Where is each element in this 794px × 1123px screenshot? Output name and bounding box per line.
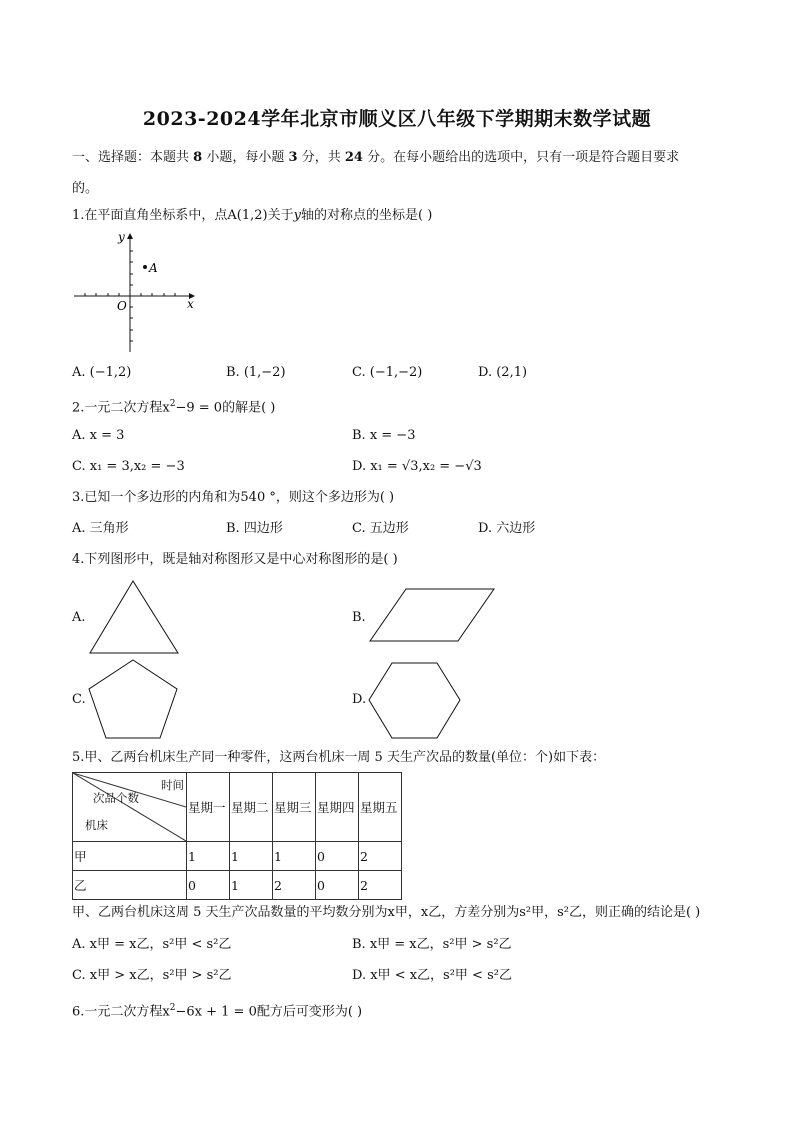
points-total: 24 bbox=[344, 150, 363, 165]
section-text: 分。在每小题给出的选项中，只有一项是符合题目要求 bbox=[367, 150, 680, 165]
x-axis-label: x bbox=[187, 297, 194, 311]
section-header-line2: 的。 bbox=[72, 181, 99, 196]
q3-option-c: C. 五边形 bbox=[352, 521, 409, 536]
triangle-shape bbox=[86, 578, 184, 656]
question-count: 8 bbox=[193, 150, 203, 165]
point-a-label: A bbox=[149, 261, 158, 275]
q6-stem-a: 6.一元二次方程x bbox=[72, 1004, 170, 1020]
defect-table bbox=[72, 772, 402, 900]
table-cell: 1 bbox=[230, 871, 273, 900]
table-cell: 2 bbox=[273, 871, 316, 900]
q4-label-b: B. bbox=[352, 610, 366, 625]
q5-option-b: B. x甲 = x乙，s²甲 > s²乙 bbox=[352, 937, 512, 952]
question-2-stem bbox=[72, 396, 275, 416]
table-cell: 1 bbox=[230, 842, 273, 871]
points-each: 3 bbox=[288, 150, 298, 165]
question-3-stem: 3.已知一个多边形的内角和为540 °，则这个多边形为( ) bbox=[72, 490, 395, 505]
section-header bbox=[72, 146, 679, 165]
table-cell: 1 bbox=[273, 842, 316, 871]
table-header-day: 星期三 bbox=[273, 773, 316, 842]
table-row bbox=[73, 871, 402, 900]
hexagon-shape bbox=[366, 660, 464, 742]
corner-machine-label: 机床 bbox=[85, 818, 108, 832]
q2-option-b: B. x = −3 bbox=[352, 428, 416, 443]
q5-option-d: D. x甲 < x乙，s²甲 < s²乙 bbox=[352, 968, 512, 983]
pentagon-shape bbox=[86, 656, 182, 742]
q5-option-a: A. x甲 = x乙，s²甲 < s²乙 bbox=[72, 937, 232, 952]
q5-follow-text: 甲、乙两台机床这周 5 天生产次品数量的平均数分别为x甲，x乙，方差分别为s²甲，s²乙，则正确的结论是( ) bbox=[72, 905, 701, 920]
q2-option-c: C. x₁ = 3,x₂ = −3 bbox=[72, 459, 185, 474]
y-axis-label: y bbox=[118, 230, 125, 244]
q1-option-a: A. (−1,2) bbox=[72, 365, 132, 380]
table-cell-machine: 乙 bbox=[73, 871, 187, 900]
question-5-stem: 5.甲、乙两台机床生产同一种零件，这两台机床一周 5 天生产次品的数量(单位：个)如下表： bbox=[72, 750, 606, 765]
point-a bbox=[143, 265, 147, 269]
table-row bbox=[73, 842, 402, 871]
q3-option-b: B. 四边形 bbox=[226, 521, 283, 536]
table-header-row bbox=[73, 773, 402, 842]
table-cell: 2 bbox=[359, 842, 402, 871]
q1-stem-text: 1.在平面直角坐标系中，点A(1,2)关于 bbox=[72, 208, 294, 223]
q1-stem-end: 轴的对称点的坐标是( ) bbox=[300, 208, 433, 223]
section-label: 一、选择题：本题共 bbox=[72, 150, 190, 165]
table-header-day: 星期一 bbox=[187, 773, 230, 842]
origin-label: O bbox=[117, 299, 127, 313]
table-header-day: 星期二 bbox=[230, 773, 273, 842]
coordinate-graph bbox=[68, 228, 202, 356]
q5-option-c: C. x甲 > x乙，s²甲 > s²乙 bbox=[72, 968, 232, 983]
q2-exponent: 2 bbox=[169, 399, 176, 409]
q1-option-c: C. (−1,−2) bbox=[352, 365, 423, 380]
question-4-stem: 4.下列图形中，既是轴对称图形又是中心对称图形的是( ) bbox=[72, 552, 398, 567]
q1-option-b: B. (1,−2) bbox=[226, 365, 286, 380]
q2-option-a: A. x = 3 bbox=[72, 428, 125, 443]
q2-stem-b: −9 = 0的解是( ) bbox=[175, 400, 276, 416]
corner-time-label: 时间 bbox=[161, 778, 184, 792]
table-cell: 0 bbox=[316, 842, 359, 871]
q6-exponent: 2 bbox=[169, 1003, 176, 1013]
table-header-day: 星期四 bbox=[316, 773, 359, 842]
table-cell-machine: 甲 bbox=[73, 842, 187, 871]
table-header-day: 星期五 bbox=[359, 773, 402, 842]
parallelogram-shape bbox=[366, 586, 498, 644]
section-text: 分，共 bbox=[301, 150, 341, 165]
q4-label-c: C. bbox=[72, 692, 86, 707]
table-corner-cell bbox=[73, 773, 187, 842]
q3-option-d: D. 六边形 bbox=[478, 521, 536, 536]
q2-stem-a: 2.一元二次方程x bbox=[72, 400, 170, 416]
question-1-stem bbox=[72, 208, 432, 224]
q1-option-d: D. (2,1) bbox=[478, 365, 528, 380]
table-cell: 1 bbox=[187, 842, 230, 871]
q3-option-a: A. 三角形 bbox=[72, 521, 129, 536]
q2-option-d: D. x₁ = √3,x₂ = −√3 bbox=[352, 459, 482, 474]
section-text: 小题，每小题 bbox=[206, 150, 285, 165]
q6-stem-b: −6x + 1 = 0配方后可变形为( ) bbox=[175, 1004, 363, 1020]
q1-var: y bbox=[293, 208, 301, 223]
table-cell: 0 bbox=[316, 871, 359, 900]
table-cell: 0 bbox=[187, 871, 230, 900]
q4-label-d: D. bbox=[352, 692, 367, 707]
table-cell: 2 bbox=[359, 871, 402, 900]
corner-count-label: 次品个数 bbox=[93, 791, 139, 805]
question-6-stem bbox=[72, 1000, 362, 1020]
document-title: 2023-2024学年北京市顺义区八年级下学期期末数学试题 bbox=[142, 108, 652, 130]
q4-label-a: A. bbox=[72, 610, 86, 625]
